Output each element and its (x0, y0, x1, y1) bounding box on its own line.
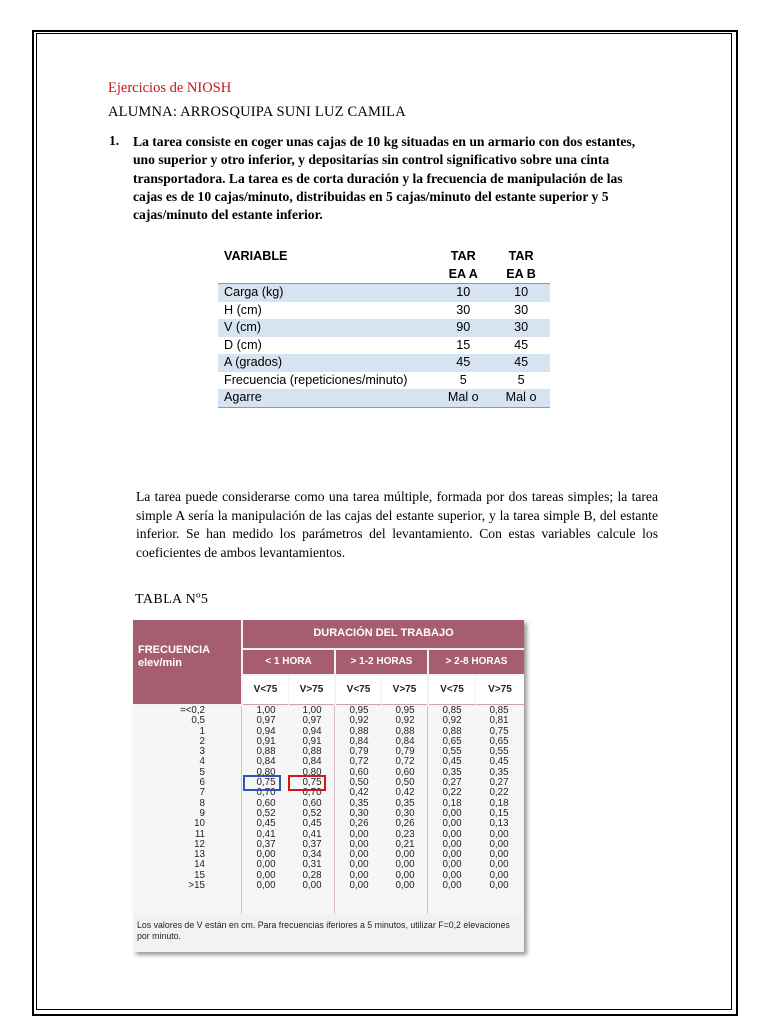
frequency-value: 7 (199, 787, 205, 799)
frequency-value: 1 (199, 725, 205, 737)
multiplier-value: 0,79 (349, 746, 369, 758)
multiplier-value: 0,35 (489, 766, 509, 778)
multiplier-value: 0,70 (302, 787, 322, 799)
multiplier-value: 0,00 (442, 838, 462, 850)
multiplier-value: 0,31 (302, 859, 322, 871)
row-variable: H (cm) (224, 302, 262, 317)
multiplier-value: 1,00 (256, 705, 276, 716)
row-value-b: 10 (492, 284, 550, 302)
multiplier-value: 0,88 (442, 725, 462, 737)
multiplier-value: 0,35 (442, 766, 462, 778)
multiplier-value: 0,97 (256, 715, 276, 727)
multiplier-value: 0,30 (349, 807, 369, 819)
multiplier-value: 0,91 (256, 735, 276, 747)
multiplier-value: 0,13 (489, 818, 509, 830)
multiplier-value: 0,50 (349, 777, 369, 789)
multiplier-value: 0,00 (349, 869, 369, 881)
multiplier-value: 0,79 (395, 746, 415, 758)
multiplier-value: 0,60 (349, 766, 369, 778)
multiplier-value: 0,84 (302, 756, 322, 768)
frequency-value: 8 (199, 797, 205, 809)
frequency-header: FRECUENCIA elev/min (138, 644, 210, 669)
header-task-a: TAR EA A (434, 248, 492, 284)
multiplier-value: 0,92 (442, 715, 462, 727)
row-variable: A (grados) (218, 354, 434, 372)
multiplier-value: 0,27 (489, 777, 509, 789)
subheader: V<75 (336, 676, 381, 705)
frequency-value: 9 (199, 807, 205, 819)
multiplier-value: 0,85 (442, 705, 462, 716)
multiplier-value: 0,88 (256, 746, 276, 758)
multiplier-value: 0,52 (302, 807, 322, 819)
row-variable: D (cm) (224, 337, 262, 352)
multiplier-value: 0,00 (442, 807, 462, 819)
multiplier-value: 0,00 (256, 869, 276, 881)
multiplier-value: 0,70 (256, 787, 276, 799)
multiplier-value: 0,00 (442, 880, 462, 892)
multiplier-value: 0,34 (302, 849, 322, 861)
multiplier-value: 0,00 (489, 869, 509, 881)
table-row (218, 372, 550, 390)
multiplier-value: 0,75 (302, 777, 322, 789)
multiplier-value: 0,81 (489, 715, 509, 727)
range-2-8h: > 2-8 HORAS (429, 650, 524, 674)
subheader: V>75 (289, 676, 334, 705)
multiplier-value: 0,00 (395, 859, 415, 871)
frequency-value: 3 (199, 746, 205, 758)
multiplier-value: 0,95 (395, 705, 415, 716)
multiplier-value: 0,65 (489, 735, 509, 747)
multiplier-value: 1,00 (302, 705, 322, 716)
tabla-label: TABLA Nº5 (135, 592, 209, 607)
multiplier-value: 0,50 (395, 777, 415, 789)
multiplier-value: 0,30 (395, 807, 415, 819)
value-column (429, 706, 475, 891)
multiplier-value: 0,94 (302, 725, 322, 737)
frequency-value: 6 (199, 777, 205, 789)
range-lt-1h: < 1 HORA (243, 650, 334, 674)
multiplier-value: 0,72 (395, 756, 415, 768)
multiplier-value: 0,60 (302, 797, 322, 809)
frequency-value: 5 (199, 766, 205, 778)
row-value-a: 15 (456, 337, 471, 352)
multiplier-value: 0,45 (256, 818, 276, 830)
multiplier-value: 0,18 (489, 797, 509, 809)
question-text: La tarea consiste en coger unas cajas de 10 kg situadas en un armario con dos estantes, uno superior y otro inferior, y depositarías sin control significativo sobre una cinta transportadora. La tarea es de corta duración y la frecuencia de manipulación de las cajas es de 10 cajas/minuto, distribuidas en 5 cajas/minuto del estante superior y 5 cajas/minuto del estante inferior. (133, 134, 636, 223)
multiplier-value: 0,27 (442, 777, 462, 789)
row-value-b: 45 (514, 337, 529, 352)
row-value-b: 45 (492, 354, 550, 372)
multiplier-value: 0,00 (349, 828, 369, 840)
duration-header: DURACIÓN DEL TRABAJO (243, 620, 524, 648)
table-row (218, 354, 550, 372)
multiplier-value: 0,84 (395, 735, 415, 747)
frequency-value: 15 (194, 869, 205, 881)
multiplier-value: 0,72 (349, 756, 369, 768)
multiplier-value: 0,80 (302, 766, 322, 778)
table-footnote: Los valores de V están en cm. Para frecuencias iferiores a 5 minutos, utilizar F=0,2 elevaciones por minuto. (137, 920, 510, 941)
multiplier-value: 0,95 (349, 705, 369, 716)
multiplier-value: 0,28 (302, 869, 322, 881)
multiplier-value: 0,21 (395, 838, 415, 850)
table-row (218, 337, 550, 355)
frequency-value: 14 (194, 859, 205, 871)
frequency-header-cell (133, 620, 241, 704)
multiplier-value: 0,92 (349, 715, 369, 727)
value-column (382, 706, 428, 891)
subheader: V<75 (243, 676, 288, 705)
multiplier-value: 0,22 (489, 787, 509, 799)
multiplier-value: 0,41 (256, 828, 276, 840)
multiplier-value: 0,00 (442, 818, 462, 830)
multiplier-value: 0,52 (256, 807, 276, 819)
multiplier-value: 0,00 (349, 849, 369, 861)
exercise-paragraph: La tarea puede considerarse como una tarea múltiple, formada por dos tareas simples; la tarea simple A sería la manipulación de las cajas del estante superior, y la tarea simple B, del estante inferior. Se han medido los parámetros del levantamiento. Con estas variables calcule los coeficientes de ambos levantamientos. (136, 489, 658, 560)
multiplier-value: 0,42 (349, 787, 369, 799)
range-1-2h: > 1-2 HORAS (336, 650, 427, 674)
multiplier-value: 0,00 (395, 880, 415, 892)
row-value-a: 30 (456, 302, 471, 317)
column-divider (241, 706, 242, 914)
row-value-a: 45 (434, 354, 492, 372)
row-value-b: 30 (514, 302, 529, 317)
frequency-value: 11 (194, 828, 205, 840)
multiplier-value: 0,26 (395, 818, 415, 830)
multiplier-value: 0,37 (256, 838, 276, 850)
frequency-value: 12 (194, 838, 205, 850)
multiplier-value: 0,75 (256, 777, 276, 789)
multiplier-value: 0,35 (395, 797, 415, 809)
table-row (218, 319, 550, 337)
table-row (218, 302, 550, 320)
multiplier-value: 0,00 (489, 838, 509, 850)
multiplier-value: 0,00 (489, 859, 509, 871)
row-variable: V (cm) (218, 319, 434, 337)
row-value-b: 30 (492, 319, 550, 337)
multiplier-value: 0,00 (349, 880, 369, 892)
table-header-row (218, 248, 550, 284)
table-row (218, 389, 550, 407)
subheader: V>75 (476, 676, 524, 705)
frequency-value: 10 (194, 818, 205, 830)
frequency-value: =<0,2 (179, 705, 205, 716)
multiplier-value: 0,94 (256, 725, 276, 737)
multiplier-value: 0,88 (349, 725, 369, 737)
row-value-b: Mal o (492, 389, 550, 407)
niosh-frequency-table (133, 620, 524, 952)
multiplier-value: 0,00 (442, 828, 462, 840)
multiplier-value: 0,00 (442, 859, 462, 871)
multiplier-value: 0,65 (442, 735, 462, 747)
multiplier-value: 0,60 (395, 766, 415, 778)
multiplier-value: 0,26 (349, 818, 369, 830)
multiplier-value: 0,45 (442, 756, 462, 768)
multiplier-value: 0,75 (489, 725, 509, 737)
multiplier-value: 0,88 (302, 746, 322, 758)
frequency-value: 0,5 (191, 715, 205, 727)
multiplier-value: 0,23 (395, 828, 415, 840)
multiplier-value: 0,84 (349, 735, 369, 747)
frequency-value: 4 (199, 756, 205, 768)
subheader: V<75 (429, 676, 475, 705)
multiplier-value: 0,00 (489, 828, 509, 840)
multiplier-value: 0,00 (489, 849, 509, 861)
multiplier-value: 0,00 (442, 869, 462, 881)
multiplier-value: 0,00 (256, 880, 276, 892)
multiplier-value: 0,15 (489, 807, 509, 819)
multiplier-value: 0,45 (489, 756, 509, 768)
value-column (289, 706, 335, 891)
multiplier-value: 0,80 (256, 766, 276, 778)
multiplier-value: 0,55 (442, 746, 462, 758)
header-variable: VARIABLE (218, 248, 434, 284)
frequency-value: >15 (188, 880, 205, 892)
multiplier-value: 0,85 (489, 705, 509, 716)
student-name: ALUMNA: ARROSQUIPA SUNI LUZ CAMILA (108, 104, 406, 120)
highlight-box-red (288, 775, 326, 791)
row-value-a: Mal o (434, 389, 492, 407)
multiplier-value: 0,55 (489, 746, 509, 758)
multiplier-value: 0,00 (395, 869, 415, 881)
question-number: 1. (109, 133, 120, 148)
multiplier-value: 0,45 (302, 818, 322, 830)
multiplier-value: 0,97 (302, 715, 322, 727)
subheader: V>75 (382, 676, 427, 705)
variables-table (218, 248, 550, 408)
row-variable: Carga (kg) (218, 284, 434, 302)
multiplier-value: 0,00 (489, 880, 509, 892)
multiplier-value: 0,91 (302, 735, 322, 747)
multiplier-value: 0,84 (256, 756, 276, 768)
multiplier-value: 0,88 (395, 725, 415, 737)
niosh-table-body (133, 706, 524, 914)
highlight-box-blue (243, 775, 281, 791)
value-column (243, 706, 289, 891)
header-task-b: TAR EA B (492, 248, 550, 284)
value-column (476, 706, 522, 891)
multiplier-value: 0,92 (395, 715, 415, 727)
row-variable: Agarre (218, 389, 434, 407)
row-variable: Frecuencia (repeticiones/minuto) (224, 372, 408, 387)
multiplier-value: 0,60 (256, 797, 276, 809)
multiplier-value: 0,22 (442, 787, 462, 799)
table-row (218, 284, 550, 302)
multiplier-value: 0,00 (349, 838, 369, 850)
multiplier-value: 0,35 (349, 797, 369, 809)
multiplier-value: 0,00 (349, 859, 369, 871)
document-title: Ejercicios de NIOSH (108, 80, 232, 96)
row-value-a: 10 (434, 284, 492, 302)
multiplier-value: 0,18 (442, 797, 462, 809)
multiplier-value: 0,41 (302, 828, 322, 840)
frequency-value: 2 (199, 735, 205, 747)
frequency-value: 13 (194, 849, 205, 861)
multiplier-value: 0,00 (442, 849, 462, 861)
multiplier-value: 0,00 (256, 849, 276, 861)
multiplier-value: 0,00 (256, 859, 276, 871)
multiplier-value: 0,42 (395, 787, 415, 799)
multiplier-value: 0,00 (395, 849, 415, 861)
multiplier-value: 0,00 (302, 880, 322, 892)
multiplier-value: 0,37 (302, 838, 322, 850)
frequency-column (133, 706, 205, 891)
row-value-b: 5 (517, 372, 525, 387)
row-value-a: 5 (459, 372, 467, 387)
row-value-a: 90 (434, 319, 492, 337)
value-column (336, 706, 382, 891)
